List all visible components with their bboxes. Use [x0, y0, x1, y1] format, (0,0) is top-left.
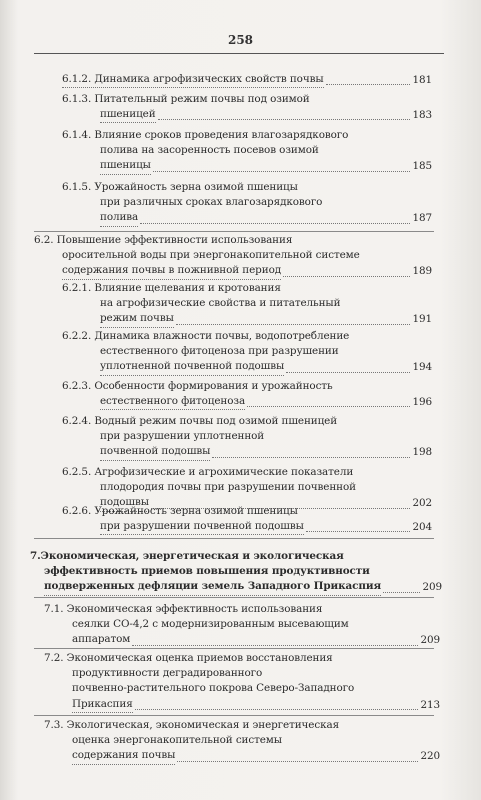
- toc-entry-6-2-6: [62, 504, 432, 535]
- entry-page: 185: [412, 160, 432, 173]
- entry-title-line: Динамика агрофизических свойств почвы: [94, 73, 324, 85]
- entry-page: 204: [412, 521, 432, 534]
- toc-entry-7-2: [44, 651, 440, 713]
- entry-title-line: Влияние сроков проведения влагозарядкового: [94, 129, 349, 141]
- entry-title-line: Повышение эффективности использования: [56, 234, 293, 246]
- entry-title-line: при различных сроках влагозарядкового: [100, 196, 323, 209]
- entry-title-line: Динамика влажности почвы, водопотребление: [94, 330, 350, 342]
- entry-title-line: Особенности формирования и урожайность: [94, 380, 333, 392]
- toc-entry-6-1-4: [62, 128, 432, 175]
- entry-number: 7.1.: [44, 603, 64, 615]
- header-rule: [34, 53, 444, 54]
- entry-title-line: сеялки СО-4,2 с модернизированным высевающим: [72, 618, 349, 631]
- toc-entry-6-2-3: [62, 379, 432, 410]
- entry-number: 6.2.3.: [62, 380, 92, 392]
- section-divider: [34, 231, 434, 232]
- entry-number: 7.3.: [44, 719, 64, 731]
- entry-title-line: Урожайность зерна озимой пшеницы: [94, 181, 298, 193]
- entry-number: 6.2.6.: [62, 505, 92, 517]
- entry-page: 181: [412, 74, 432, 86]
- entry-number: 6.1.3.: [62, 93, 92, 105]
- entry-title-line: Экологическая, экономическая и энергетическая: [66, 719, 340, 731]
- entry-page: 209: [422, 581, 442, 594]
- entry-title-line: уплотненной почвенной подошвы: [100, 359, 284, 375]
- entry-title-line: подверженных дефляции земель Западного Прикаспия: [44, 579, 381, 595]
- toc-entry-6-1-2: [62, 72, 432, 88]
- entry-title-line: почвенно-растительного покрова Северо-Западного: [72, 682, 355, 695]
- entry-page: 213: [420, 698, 440, 711]
- entry-number: 6.1.5.: [62, 181, 92, 193]
- section-divider: [34, 648, 434, 649]
- toc-entry-7: [30, 549, 442, 596]
- entry-title-line: Питательный режим почвы под озимой: [94, 93, 310, 105]
- entry-title-line: эффективность приемов повышения продуктивности: [44, 565, 370, 578]
- entry-page: 194: [412, 361, 432, 374]
- entry-title-line: Экономическая эффективность использования: [66, 603, 323, 615]
- entry-number: 6.2.2.: [62, 330, 92, 342]
- entry-page: 187: [412, 212, 432, 225]
- page-number: 258: [227, 33, 254, 47]
- entry-number: 6.2.4.: [62, 415, 92, 427]
- entry-number: 6.2.1.: [62, 282, 92, 294]
- toc-entry-7-3: [44, 718, 440, 765]
- entry-number: 6.2.: [34, 234, 54, 246]
- entry-title-line: Экономическая, энергетическая и экологическая: [40, 550, 344, 562]
- entry-page: 202: [412, 497, 432, 510]
- entry-page: 183: [412, 109, 432, 122]
- toc-entry-6-2-4: [62, 414, 432, 461]
- toc-entry-6-1-3: [62, 92, 432, 123]
- entry-title-line: почвенной подошвы: [100, 444, 210, 460]
- entry-number: 6.1.4.: [62, 129, 92, 141]
- entry-title-line: содержания почвы в пожнивной период: [62, 263, 281, 279]
- entry-page: 220: [420, 750, 440, 763]
- entry-title-line: пшеницей: [100, 107, 156, 123]
- section-divider: [34, 597, 434, 598]
- entry-number: 6.2.5.: [62, 466, 92, 478]
- entry-number: 7.2.: [44, 652, 64, 664]
- entry-title-line: оценка энергонакопительной системы: [72, 734, 282, 747]
- entry-page: 196: [412, 396, 432, 409]
- entry-title-line: полива на засоренность посевов озимой: [100, 144, 319, 157]
- entry-number: 7.: [30, 550, 41, 562]
- entry-title-line: режим почвы: [100, 311, 174, 327]
- entry-title-line: Экономическая оценка приемов восстановления: [66, 652, 333, 664]
- entry-title-line: Водный режим почвы под озимой пшеницей: [94, 415, 338, 427]
- entry-title-line: плодородия почвы при разрушении почвенной: [100, 481, 356, 494]
- entry-title-line: при разрушении уплотненной: [100, 430, 265, 443]
- entry-title-line: при разрушении почвенной подошвы: [100, 519, 304, 535]
- entry-title-line: полива: [100, 210, 138, 226]
- entry-page: 198: [412, 446, 432, 459]
- entry-title-line: подошвы: [100, 495, 149, 511]
- entry-title-line: Влияние щелевания и кротования: [94, 282, 281, 294]
- entry-title-line: пшеницы: [100, 158, 151, 174]
- toc-entry-7-1: [44, 602, 440, 649]
- section-divider: [34, 538, 434, 539]
- entry-title-line: естественного фитоценоза: [100, 394, 245, 410]
- toc-entry-6-2-2: [62, 329, 432, 376]
- toc-entry-6-1-5: [62, 180, 432, 227]
- entry-title-line: продуктивности деградированного: [72, 667, 263, 680]
- entry-title-line: на агрофизические свойства и питательный: [100, 297, 341, 310]
- entry-page: 191: [412, 313, 432, 326]
- entry-title-line: Урожайность зерна озимой пшеницы: [94, 505, 298, 517]
- entry-title-line: аппаратом: [72, 632, 130, 648]
- section-divider: [34, 715, 434, 716]
- entry-title-line: Прикаспия: [72, 697, 133, 713]
- entry-page: 189: [412, 265, 432, 278]
- toc-entry-6-2-1: [62, 281, 432, 328]
- entry-title-line: естественного фитоценоза при разрушении: [100, 345, 339, 358]
- toc-entry-6-2: [34, 233, 432, 280]
- entry-title-line: Агрофизические и агрохимические показатели: [94, 466, 354, 478]
- entry-title-line: оросительной воды при энергонакопительной системе: [62, 249, 360, 262]
- entry-number: 6.1.2.: [62, 73, 92, 85]
- entry-title-line: содержания почвы: [72, 748, 175, 764]
- entry-page: 209: [420, 634, 440, 647]
